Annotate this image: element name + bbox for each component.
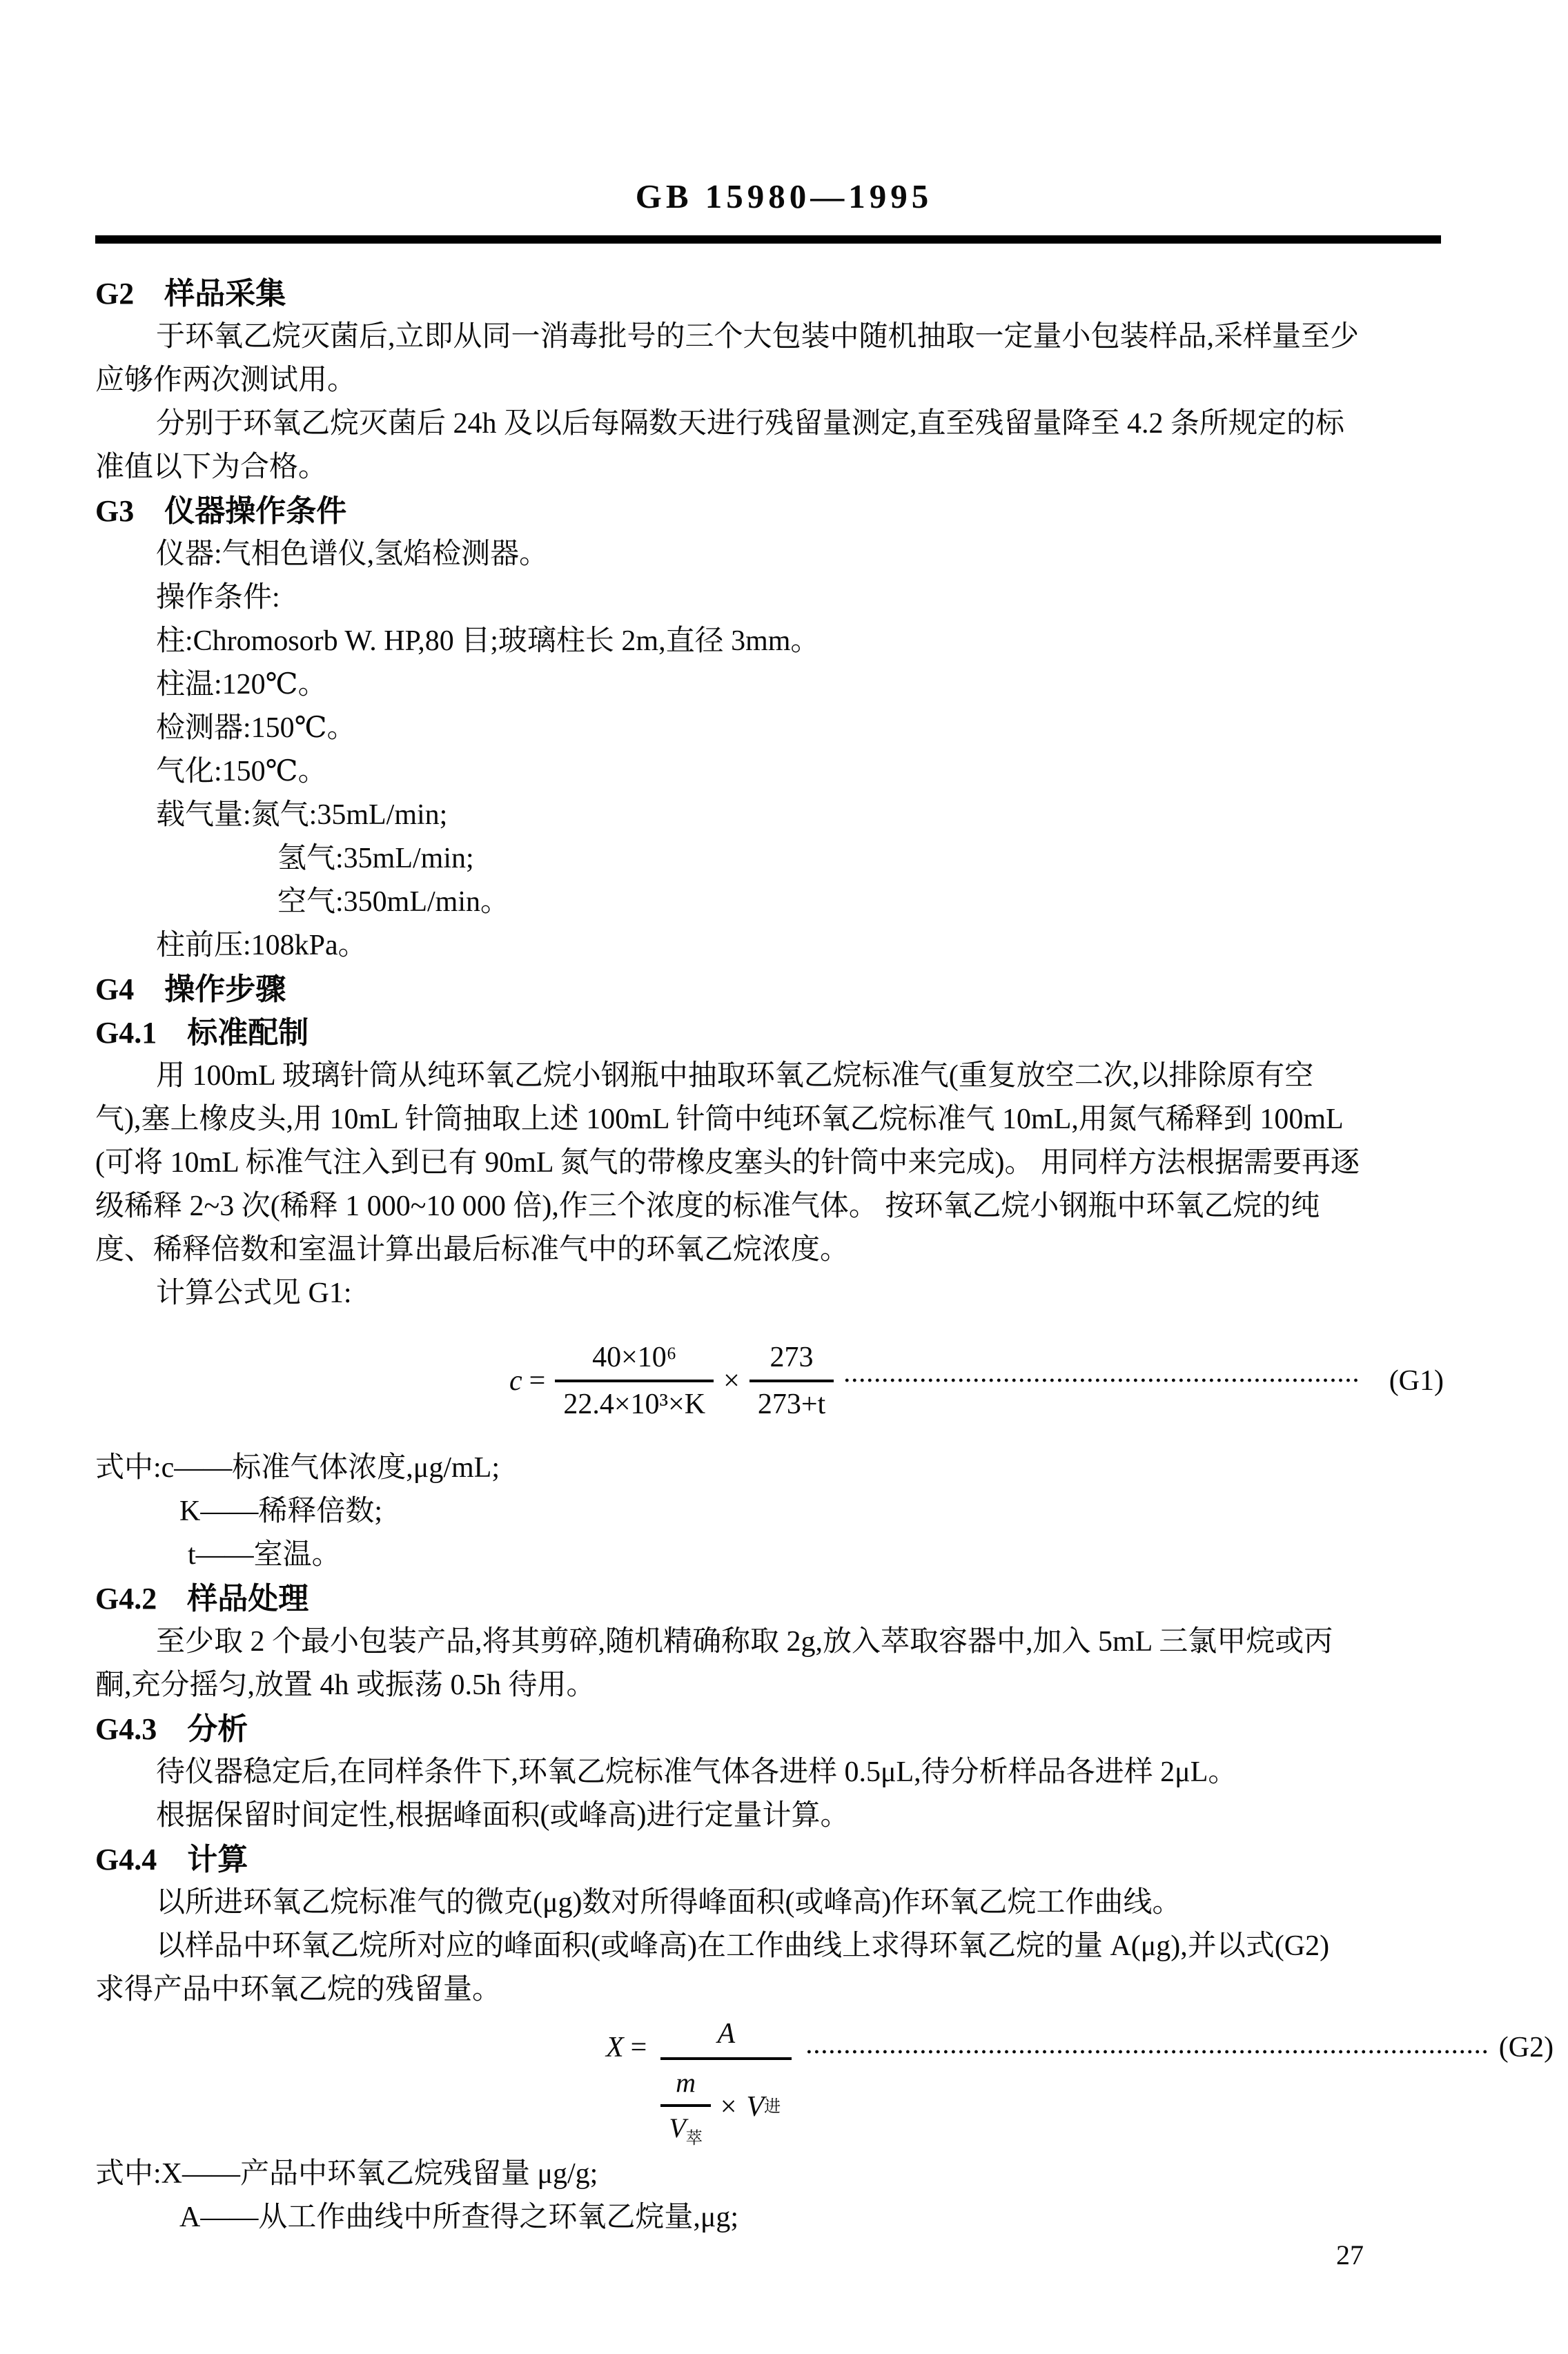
text-line: 级稀释 2~3 次(稀释 1 000~10 000 倍),作三个浓度的标准气体。 按环氧乙烷小钢瓶中环氧乙烷的纯 [95,1190,1320,1222]
fraction-numerator: 40×10⁶ [592,1341,677,1373]
text-line: 式中:X——产品中环氧乙烷残留量 μg/g; [95,2158,598,2190]
fraction-denominator [660,2060,781,2147]
formula-g1-row [95,1315,1444,1446]
text-line: 根据保留时间定性,根据峰面积(或峰高)进行定量计算。 [156,1800,850,1832]
text-line: 求得产品中环氧乙烷的残留量。 [95,1974,502,2005]
variable-v: V [746,2091,765,2123]
section-heading-g4-2: G4.2 样品处理 [95,1582,309,1616]
standard-number-header: GB 15980—1995 [635,177,933,215]
text-line: A——从工作曲线中所查得之环氧乙烷量,μg; [179,2201,739,2233]
variable-v: V [669,2112,686,2144]
text-line: 准值以下为合格。 [95,451,328,483]
text-line: 柱:Chromosorb W. HP,80 目;玻璃柱长 2m,直径 3mm。 [156,625,820,657]
equals-sign: = [529,1365,546,1397]
text-line: 仪器:气相色谱仪,氢焰检测器。 [156,538,549,570]
text-line: 柱前压:108kPa。 [156,930,367,961]
equals-sign: = [630,2032,647,2063]
text-line: 待仪器稳定后,在同样条件下,环氧乙烷标准气体各进样 0.5μL,待分析样品各进样 2μL。 [156,1756,1237,1788]
section-heading-g4-3: G4.3 分析 [95,1712,248,1746]
text-line: 气化:150℃。 [156,756,327,787]
section-heading-g4-1: G4.1 标准配制 [95,1016,309,1050]
section-heading-g4-4: G4.4 计算 [95,1843,248,1876]
multiplication-sign: × [723,1365,740,1397]
fraction-denominator: 22.4×10³×K [555,1380,714,1421]
text-line: 分别于环氧乙烷灭菌后 24h 及以后每隔数天进行残留量测定,直至残留量降至 4.2 条所规定的标 [156,408,1345,440]
formula-g1-label: (G1) [1389,1365,1444,1397]
formula-g2-main-fraction [660,2017,792,2147]
section-heading-g4: G4 操作步骤 [95,972,286,1006]
formula-g2-label: (G2) [1498,2032,1554,2063]
text-line: 式中:c——标准气体浓度,μg/mL; [95,1452,500,1484]
text-line: 于环氧乙烷灭菌后,立即从同一消毒批号的三个大包装中随机抽取一定量小包装样品,采样量至少 [156,321,1360,353]
text-line: K——稀释倍数; [179,1495,383,1527]
text-line: t——室温。 [188,1539,341,1571]
text-line: 用 100mL 玻璃针筒从纯环氧乙烷小钢瓶中抽取环氧乙烷标准气(重复放空二次,以排除原有空 [156,1060,1314,1092]
dot-leader: ···································································· [843,1369,1360,1392]
fraction-denominator [660,2104,710,2147]
multiplication-sign: × [720,2091,737,2123]
formula-g2-row [95,2012,1554,2152]
fraction-numerator: A [660,2017,792,2060]
formula-g1-fraction-1 [555,1341,714,1422]
formula-g1 [95,1315,1444,1446]
page-number: 27 [1336,2239,1364,2270]
text-line: 载气量:氮气:35mL/min; [156,799,448,831]
document-lines [95,272,1554,2239]
inner-fraction [660,2067,710,2147]
header-rule [95,235,1441,244]
fraction-numerator: m [676,2067,696,2098]
fraction-numerator: 273 [770,1341,814,1373]
section-heading-g3: G3 仪器操作条件 [95,494,347,528]
text-line: 空气:350mL/min。 [277,886,510,918]
text-line: 操作条件: [156,582,280,614]
text-line: 以所进环氧乙烷标准气的微克(μg)数对所得峰面积(或峰高)作环氧乙烷工作曲线。 [156,1887,1182,1919]
text-line: 检测器:150℃。 [156,712,356,744]
subscript-inject: 进 [764,2098,781,2116]
formula-g1-variable: c [509,1365,522,1397]
formula-g2-variable: X [606,2032,624,2063]
text-line: 以样品中环氧乙烷所对应的峰面积(或峰高)在工作曲线上求得环氧乙烷的量 A(μg),并以式(G2) [156,1930,1330,1962]
formula-g1-fraction-2 [749,1341,834,1422]
dot-leader: ·························································································· [805,2041,1489,2063]
fraction-denominator: 273+t [749,1380,834,1421]
subscript-extract: 萃 [685,2130,703,2148]
text-line: (可将 10mL 标准气注入到已有 90mL 氮气的带橡皮塞头的针筒中来完成)。 用同样方法根据需要再逐 [95,1147,1360,1179]
text-line: 柱温:120℃。 [156,669,327,700]
text-line: 计算公式见 G1: [156,1277,352,1309]
text-line: 氢气:35mL/min; [277,843,474,874]
text-line: 气),塞上橡皮头,用 10mL 针筒抽取上述 100mL 针筒中纯环氧乙烷标准气 10mL,用氮气稀释到 100mL [95,1104,1344,1135]
section-heading-g2: G2 样品采集 [95,277,286,311]
text-line: 至少取 2 个最小包装产品,将其剪碎,随机精确称取 2g,放入萃取容器中,加入 5mL 三氯甲烷或丙 [156,1626,1333,1658]
formula-g2 [95,2012,1554,2152]
text-line: 度、稀释倍数和室温计算出最后标准气中的环氧乙烷浓度。 [95,1234,850,1266]
text-line: 酮,充分摇匀,放置 4h 或振荡 0.5h 待用。 [95,1669,596,1701]
text-line: 应够作两次测试用。 [95,364,357,396]
